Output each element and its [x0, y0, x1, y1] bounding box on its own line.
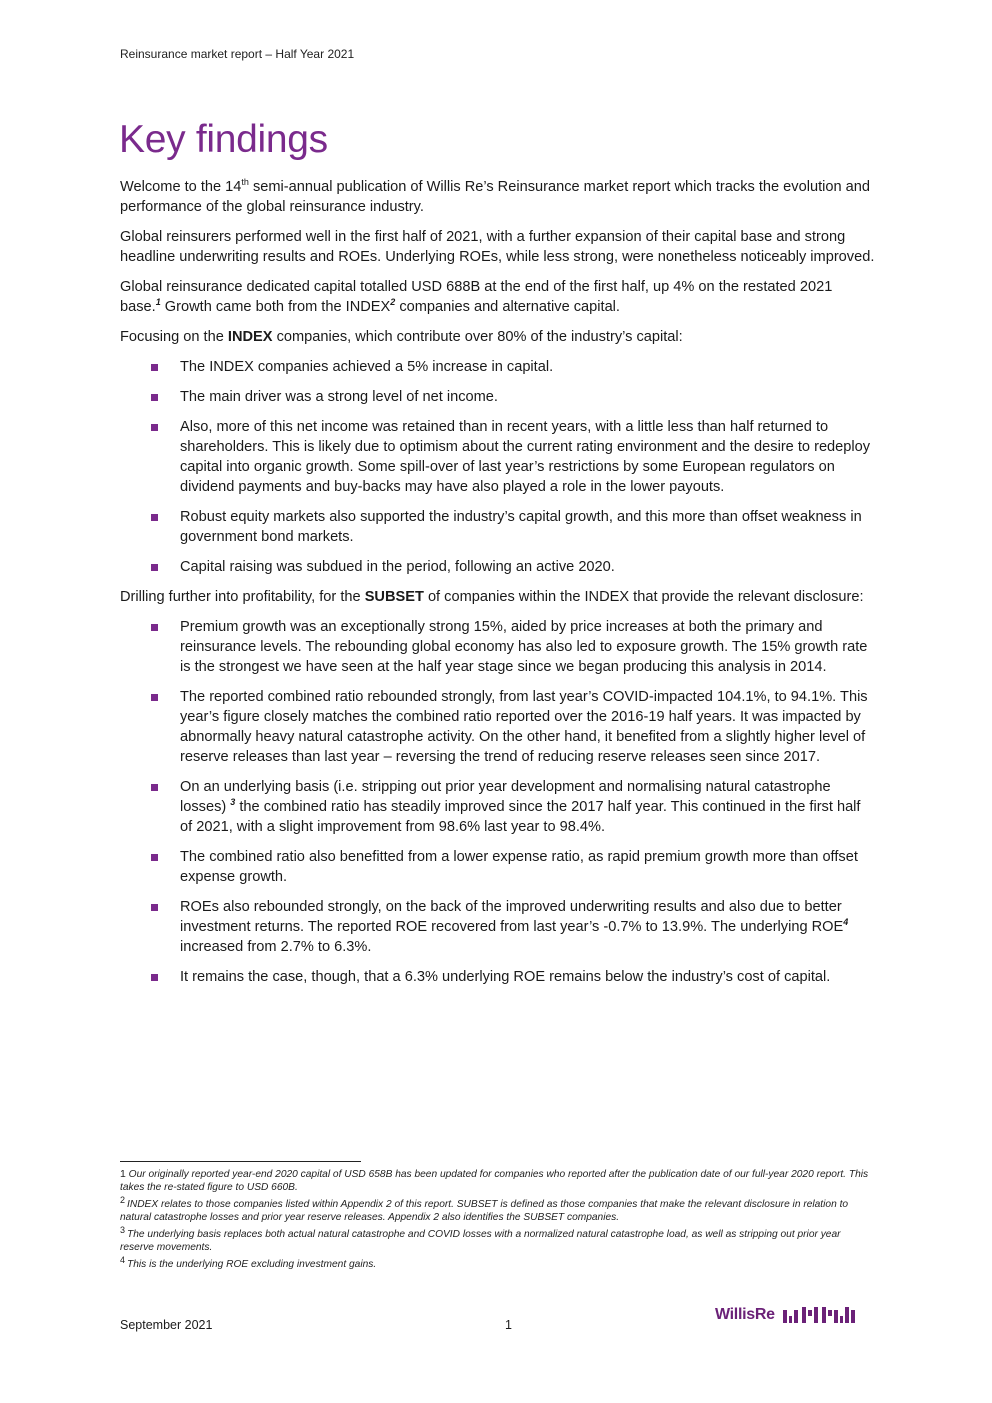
footnote-number: 2 [120, 1194, 126, 1205]
subset-term: SUBSET [364, 589, 424, 605]
square-bullet-icon [151, 694, 158, 701]
list-item [180, 777, 875, 837]
intro-p4-b: companies, which contribute over 80% of the industry’s capital: [272, 329, 683, 345]
page-number: 1 [505, 1318, 512, 1332]
list-item [180, 967, 875, 987]
list-item [180, 847, 875, 887]
footnote-number: 3 [120, 1224, 126, 1235]
intro-paragraph-3 [120, 277, 875, 317]
subset-intro-b: of companies within the INDEX that provide the relevant disclosure: [423, 589, 864, 605]
square-bullet-icon [151, 364, 158, 371]
footer-date: September 2021 [120, 1318, 213, 1332]
intro-p3-a: Global reinsurance dedicated capital totalled USD 688B at the end of the first half, up 4% on the restated 2021 base. [120, 279, 833, 315]
square-bullet-icon [151, 854, 158, 861]
subset-intro-a: Drilling further into profitability, for the [120, 589, 365, 605]
report-body [120, 177, 875, 997]
footnote-text: This is the underlying ROE excluding investment gains. [127, 1259, 377, 1270]
list-item [180, 557, 875, 577]
footnote-number: 1 [120, 1168, 126, 1180]
list-item [180, 507, 875, 547]
bullet-text: Also, more of this net income was retained than in recent years, with a little less than half returned to shareholders. This is likely due to optimism about the current rating environment and the desire to redeploy capital into organic growth. Some spill-over of last year’s restrictions by some European regulators on dividend payments and buy-backs may have also played a role in the lower payouts. [180, 419, 871, 495]
bullet-text: The reported combined ratio rebounded strongly, from last year’s COVID-impacted 104.1%, to 94.1%. This year’s figure closely matches the combined ratio reported over the 2016-19 half years. It was impacted by abnormally heavy natural catastrophe activity. On the other hand, it benefited from a slightly higher level of reserve releases than last year – reversing the trend of reducing reserve releases seen since 2017. [180, 689, 868, 765]
bullet-text: It remains the case, though, that a 6.3% underlying ROE remains below the industry’s cost of capital. [180, 969, 831, 985]
willis-towers-watson-mark-icon [783, 1307, 855, 1323]
footnote-1 [120, 1168, 872, 1194]
intro-p4-a: Focusing on the [120, 329, 228, 345]
footnote-2 [120, 1194, 872, 1224]
intro-p3-b: Growth came both from the INDEX [160, 299, 391, 315]
footnote-ref-4[interactable]: 4 [843, 917, 849, 928]
footnote-ref-1[interactable]: 1 [155, 297, 161, 308]
bullet-text-b: the combined ratio has steadily improved since the 2017 half year. This continued in the first half of 2021, with a slight improvement from 98.6% last year to 98.4%. [180, 799, 861, 835]
square-bullet-icon [151, 564, 158, 571]
square-bullet-icon [151, 974, 158, 981]
square-bullet-icon [151, 514, 158, 521]
footnote-text: The underlying basis replaces both actual natural catastrophe and COVID losses with a normalized natural catastrophe load, as well as stripping out prior year reserve movements. [120, 1229, 841, 1253]
footnote-number: 4 [120, 1254, 126, 1265]
ordinal-superscript: th [241, 177, 249, 188]
willis-re-logo [715, 1306, 855, 1324]
list-item [180, 387, 875, 407]
bullet-text: The combined ratio also benefitted from a lower expense ratio, as rapid premium growth more than offset expense growth. [180, 849, 858, 885]
list-item [180, 417, 875, 497]
footnotes [120, 1168, 872, 1275]
footnote-3 [120, 1224, 872, 1254]
intro-paragraph-1 [120, 177, 875, 217]
list-item [180, 357, 875, 377]
bullet-text: Robust equity markets also supported the industry’s capital growth, and this more than offset weakness in government bond markets. [180, 509, 862, 545]
index-bullet-list [120, 357, 875, 577]
bullet-text: The INDEX companies achieved a 5% increase in capital. [180, 359, 554, 375]
list-item [180, 617, 875, 677]
footnote-ref-2[interactable]: 2 [390, 297, 396, 308]
running-header: Reinsurance market report – Half Year 2021 [120, 47, 355, 61]
bullet-text: Capital raising was subdued in the period, following an active 2020. [180, 559, 615, 575]
index-term: INDEX [227, 329, 273, 345]
intro-paragraph-2: Global reinsurers performed well in the first half of 2021, with a further expansion of their capital base and strong headline underwriting results and ROEs. Underlying ROEs, while less strong, were nonetheless noticeably improved. [120, 229, 875, 265]
subset-intro-paragraph [120, 587, 875, 607]
subset-bullet-list [120, 617, 875, 987]
bullet-text-b: increased from 2.7% to 6.3%. [180, 939, 372, 955]
bullet-text: The main driver was a strong level of net income. [180, 389, 498, 405]
intro-p3-c: companies and alternative capital. [395, 299, 620, 315]
square-bullet-icon [151, 394, 158, 401]
page-title: Key findings [119, 118, 328, 161]
footnote-text: Our originally reported year-end 2020 capital of USD 658B has been updated for companies who reported after the publication date of our full-year 2020 report. This takes the re-stated figure to USD 660B. [120, 1169, 869, 1193]
logo-text: WillisRe [715, 1306, 775, 1323]
list-item [180, 687, 875, 767]
intro-paragraph-4 [120, 327, 875, 347]
square-bullet-icon [151, 624, 158, 631]
list-item [180, 897, 875, 957]
bullet-text-a: On an underlying basis (i.e. stripping out prior year development and normalising natural catastrophe losses) [180, 779, 831, 815]
intro-p1-post: semi-annual publication of Willis Re’s Reinsurance market report which tracks the evolution and performance of the global reinsurance industry. [120, 179, 871, 215]
square-bullet-icon [151, 784, 158, 791]
square-bullet-icon [151, 424, 158, 431]
footnote-4 [120, 1254, 872, 1271]
footnote-divider [120, 1161, 361, 1162]
intro-p1-pre: Welcome to the 14 [120, 179, 242, 195]
square-bullet-icon [151, 904, 158, 911]
bullet-text: Premium growth was an exceptionally strong 15%, aided by price increases at both the primary and reinsurance levels. The rebounding global economy has also led to exposure growth. The 15% growth rate is the strongest we have seen at the half year stage since we began producing this analysis in 2014. [180, 619, 868, 675]
footnote-ref-3[interactable]: 3 [230, 797, 236, 808]
footnote-text: INDEX relates to those companies listed within Appendix 2 of this report. SUBSET is defined as those companies that make the relevant disclosure in relation to natural catastrophe losses and prior year reserve releases. Appendix 2 also identifies the SUBSET companies. [120, 1199, 849, 1223]
bullet-text-a: ROEs also rebounded strongly, on the back of the improved underwriting results and also due to better investment returns. The reported ROE recovered from last year’s -0.7% to 13.9%. The underlying ROE [180, 899, 844, 935]
